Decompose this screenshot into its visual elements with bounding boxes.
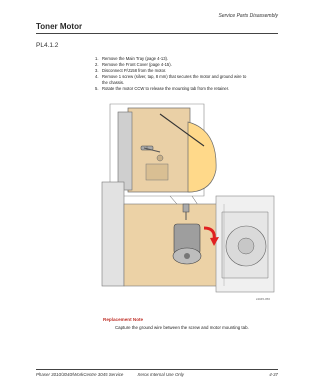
illustration-svg: [100, 100, 276, 302]
step-number: 2.: [95, 62, 99, 67]
step-text: Rotate the motor CCW to release the mounting tab from the retainer.: [102, 86, 230, 91]
replacement-note-title: Replacement Note: [103, 317, 144, 322]
step-text: Remove 1 screw (silver, tap, 8 mm) that secures the motor and ground wire to: [102, 74, 247, 79]
running-header: Service Parts Disassembly: [218, 13, 278, 19]
footer-classification: Xerox Internal Use Only: [137, 372, 185, 377]
section-heading: PL4.1.2: [36, 42, 59, 49]
footer-product: Phaser 3010/3040/WorkCentre 3045 Service: [36, 372, 124, 377]
inset-detail: [110, 104, 216, 196]
mount-hole-inset: [157, 155, 163, 161]
footer-divider: [36, 369, 278, 370]
step-text: Disconnect P/J158 from the motor.: [102, 68, 167, 73]
bracket-inset: [146, 164, 168, 180]
step-number: 5.: [95, 86, 99, 91]
step-text: Remove the Main Tray (page 4-13).: [102, 56, 169, 61]
title-divider: [36, 33, 278, 34]
step-number: 3.: [95, 68, 99, 73]
step-number: 4.: [95, 74, 99, 79]
step-text: Remove the Front Cover (page 4-15).: [102, 62, 172, 67]
step-item: [95, 86, 279, 92]
drive-gear-hub: [238, 238, 254, 254]
figure-number: s3045-056: [255, 297, 270, 301]
main-view: [102, 182, 274, 292]
procedure-steps: [95, 56, 279, 92]
step-text: the chassis.: [102, 80, 125, 85]
replacement-note-text: Capture the ground wire between the screw and motor mounting tab.: [115, 325, 249, 330]
page-number: 4-37: [269, 372, 278, 377]
page-footer: [36, 372, 278, 377]
motor-edge-inset: [188, 122, 216, 192]
chassis-frame: [102, 182, 124, 286]
chassis-rail-inset: [118, 112, 132, 190]
step-number: 1.: [95, 56, 99, 61]
toner-motor: [173, 224, 201, 264]
page-title: Toner Motor: [36, 22, 83, 31]
toner-motor-illustration: [100, 100, 276, 302]
